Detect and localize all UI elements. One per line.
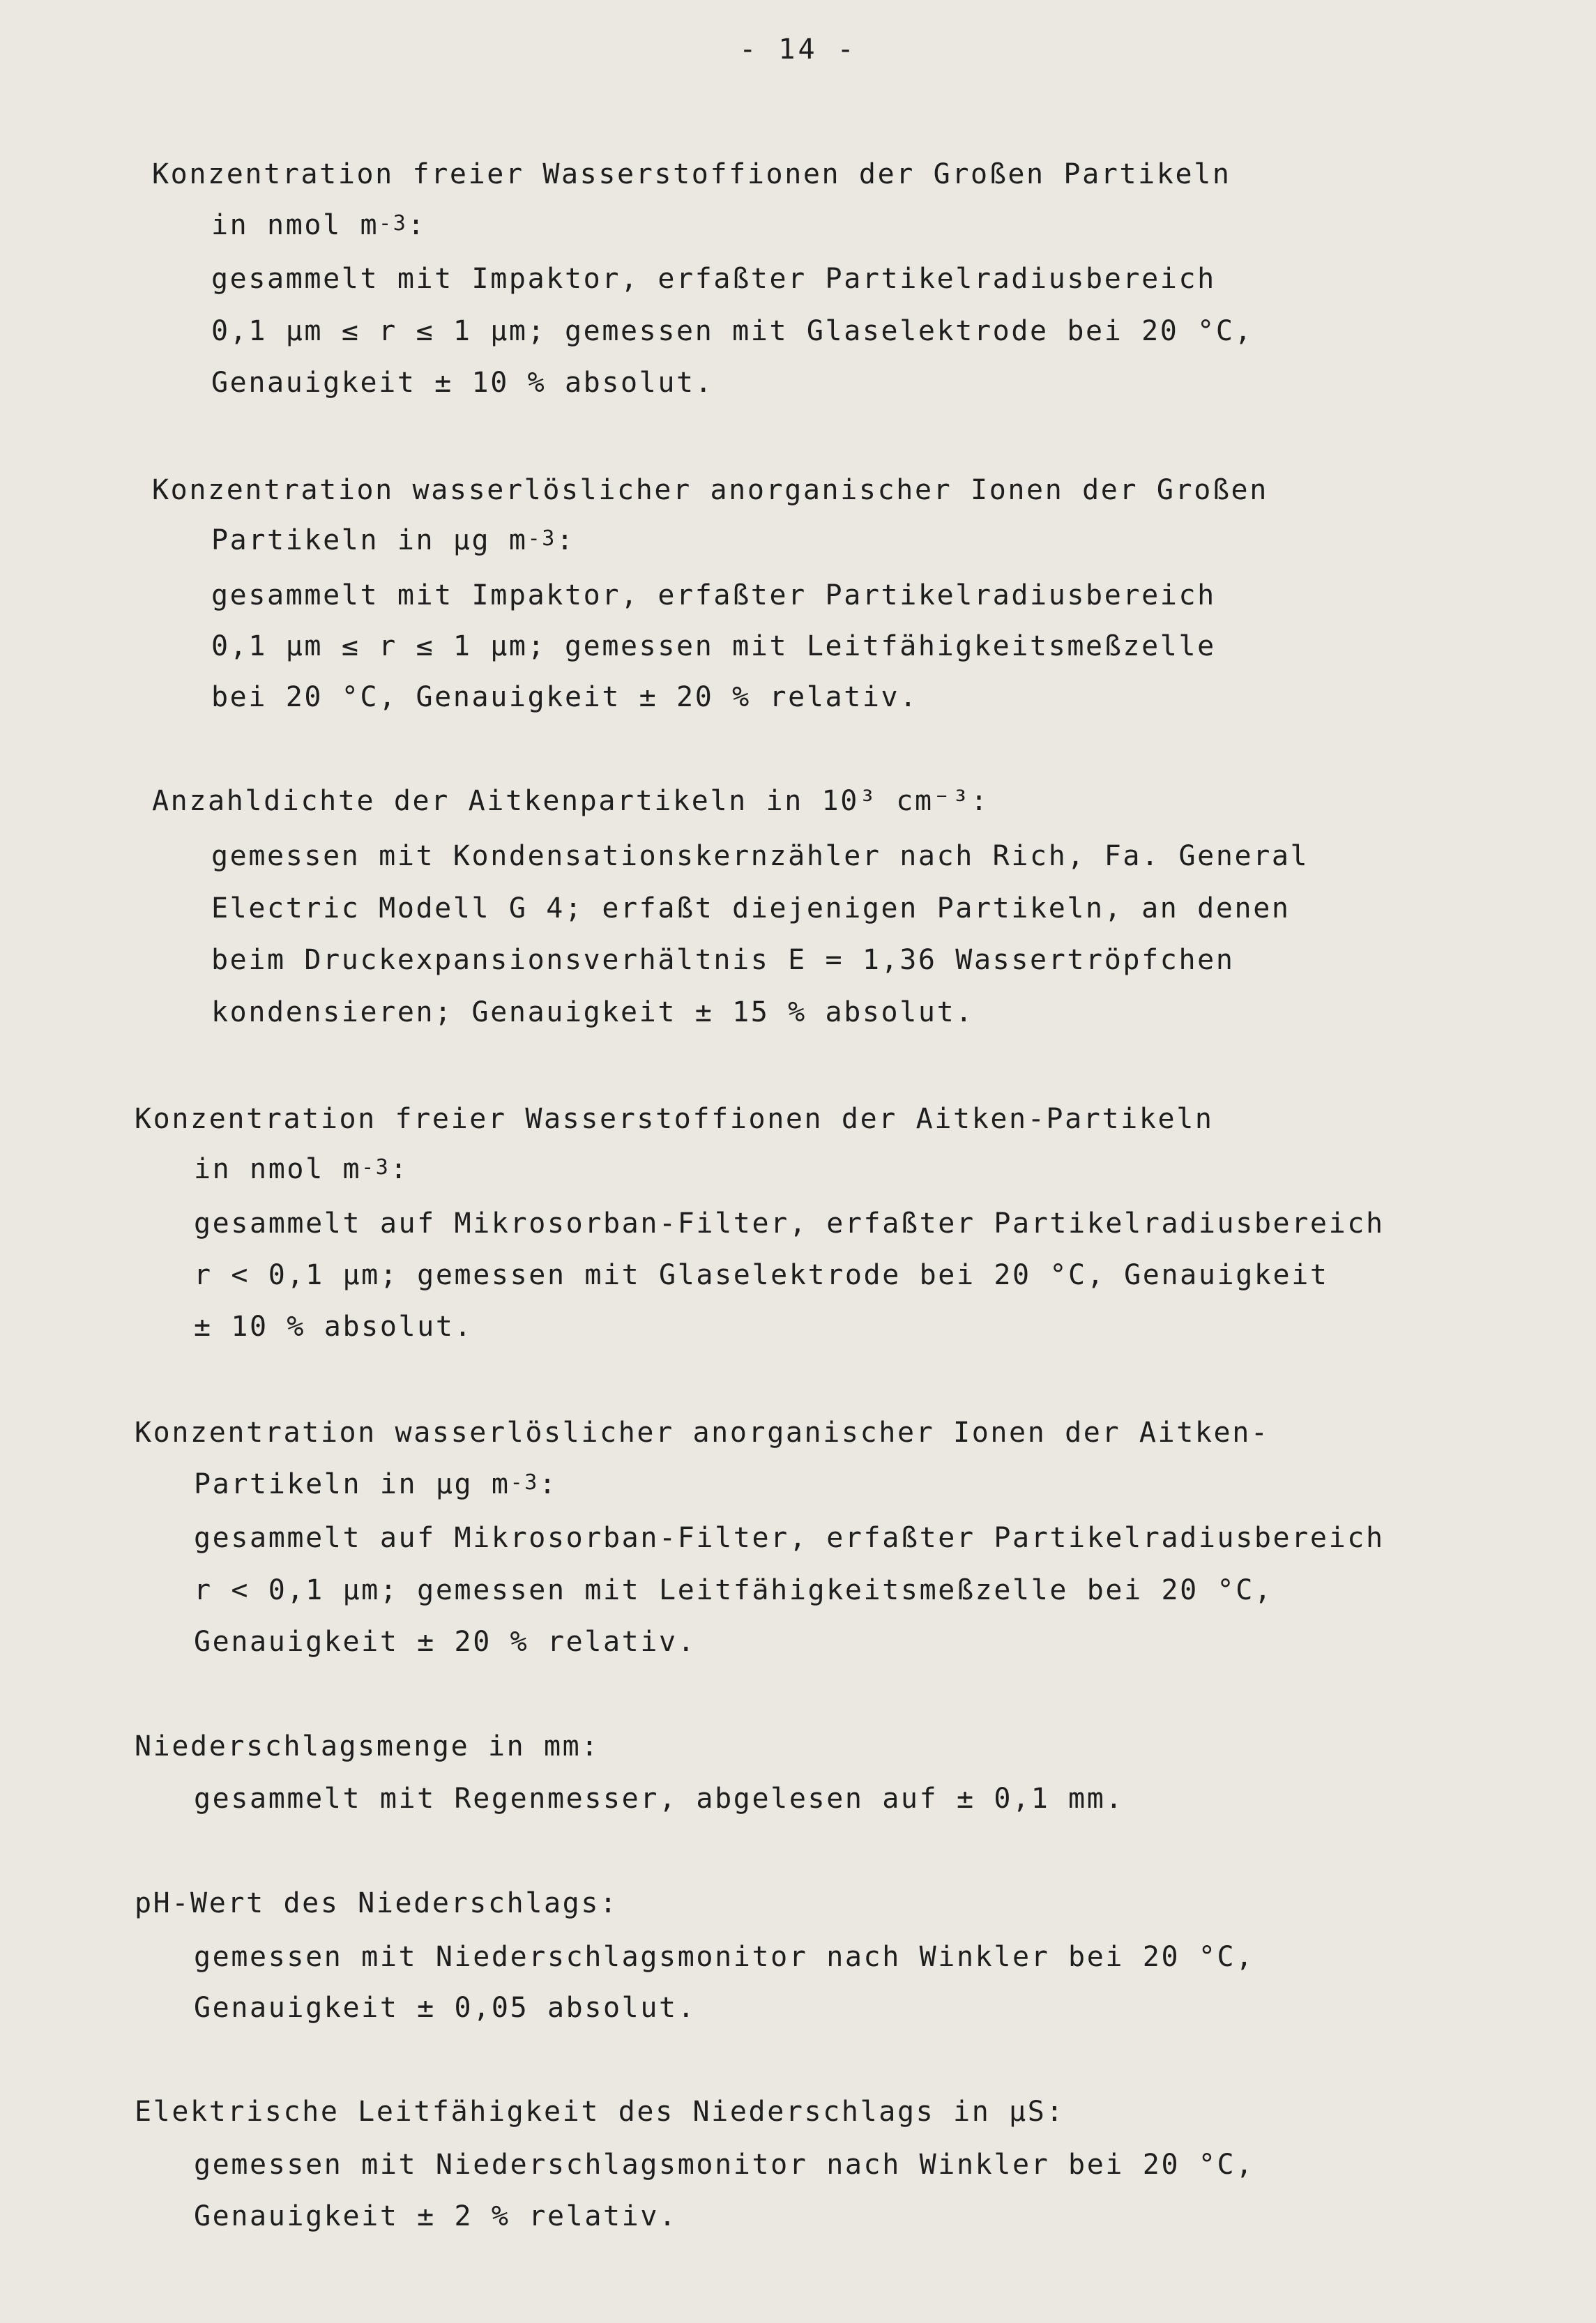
entry-line: 0,1 µm ≤ r ≤ 1 µm; gemessen mit Glaselektrode bei 20 °C, xyxy=(211,315,1254,347)
entry-line: 0,1 µm ≤ r ≤ 1 µm; gemessen mit Leitfähigkeitsmeßzelle xyxy=(211,630,1216,662)
entry-line: gesammelt mit Impaktor, erfaßter Partikelradiusbereich xyxy=(211,263,1216,295)
entry-line: r < 0,1 µm; gemessen mit Leitfähigkeitsmeßzelle bei 20 °C, xyxy=(194,1574,1273,1606)
entry-line: gesammelt mit Impaktor, erfaßter Partikelradiusbereich xyxy=(211,579,1216,611)
entry-title: pH-Wert des Niederschlags: xyxy=(135,1887,618,1919)
entry-line: gesammelt auf Mikrosorban-Filter, erfaßter Partikelradiusbereich xyxy=(194,1208,1385,1240)
entry-unit: Partikeln in µg $m^{-3}$: xyxy=(211,524,575,556)
page-number: - 14 - xyxy=(739,33,857,66)
entry-title: Konzentration wasserlöslicher anorganischer Ionen der Großen xyxy=(152,474,1268,506)
entry-title: Niederschlagsmenge in mm: xyxy=(135,1730,600,1762)
entry-line: Genauigkeit ± 2 % relativ. xyxy=(194,2200,678,2232)
entry-title: Konzentration wasserlöslicher anorganischer Ionen der Aitken- xyxy=(135,1417,1270,1449)
entry-line: bei 20 °C, Genauigkeit ± 20 % relativ. xyxy=(211,681,918,713)
entry-line: gemessen mit Niederschlagsmonitor nach Winkler bei 20 °C, xyxy=(194,2149,1254,2181)
entry-line: gemessen mit Niederschlagsmonitor nach Winkler bei 20 °C, xyxy=(194,1941,1254,1973)
entry-line: gesammelt auf Mikrosorban-Filter, erfaßter Partikelradiusbereich xyxy=(194,1522,1385,1554)
entry-unit: Partikeln in µg $m^{-3}$: xyxy=(194,1468,558,1500)
entry-unit: in nmol $m^{-3}$: xyxy=(194,1153,409,1185)
entry-line: gemessen mit Kondensationskernzähler nach Rich, Fa. General xyxy=(211,840,1309,872)
entry-title: Konzentration freier Wasserstoffionen der Großen Partikeln xyxy=(152,158,1231,190)
entry-unit: in nmol $m^{-3}$: xyxy=(211,209,427,241)
entry-line: Genauigkeit ± 10 % absolut. xyxy=(211,367,714,399)
entry-line: gesammelt mit Regenmesser, abgelesen auf ± 0,1 mm. xyxy=(194,1783,1125,1815)
entry-line: ± 10 % absolut. xyxy=(194,1311,473,1343)
entry-title: Konzentration freier Wasserstoffionen der Aitken-Partikeln xyxy=(135,1103,1214,1135)
entry-line: Electric Modell G 4; erfaßt diejenigen Partikeln, an denen xyxy=(211,892,1291,924)
entry-line: Genauigkeit ± 20 % relativ. xyxy=(194,1626,697,1658)
entry-line: beim Druckexpansionsverhältnis E = 1,36 Wassertröpfchen xyxy=(211,944,1235,976)
entry-line: Genauigkeit ± 0,05 absolut. xyxy=(194,1992,697,2024)
entry-title: Elektrische Leitfähigkeit des Niederschlags in µS: xyxy=(135,2096,1065,2128)
entry-line: r < 0,1 µm; gemessen mit Glaselektrode bei 20 °C, Genauigkeit xyxy=(194,1259,1329,1291)
entry-line: kondensieren; Genauigkeit ± 15 % absolut. xyxy=(211,996,974,1028)
entry-title: Anzahldichte der Aitkenpartikeln in 10³ cm⁻³: xyxy=(152,785,989,817)
